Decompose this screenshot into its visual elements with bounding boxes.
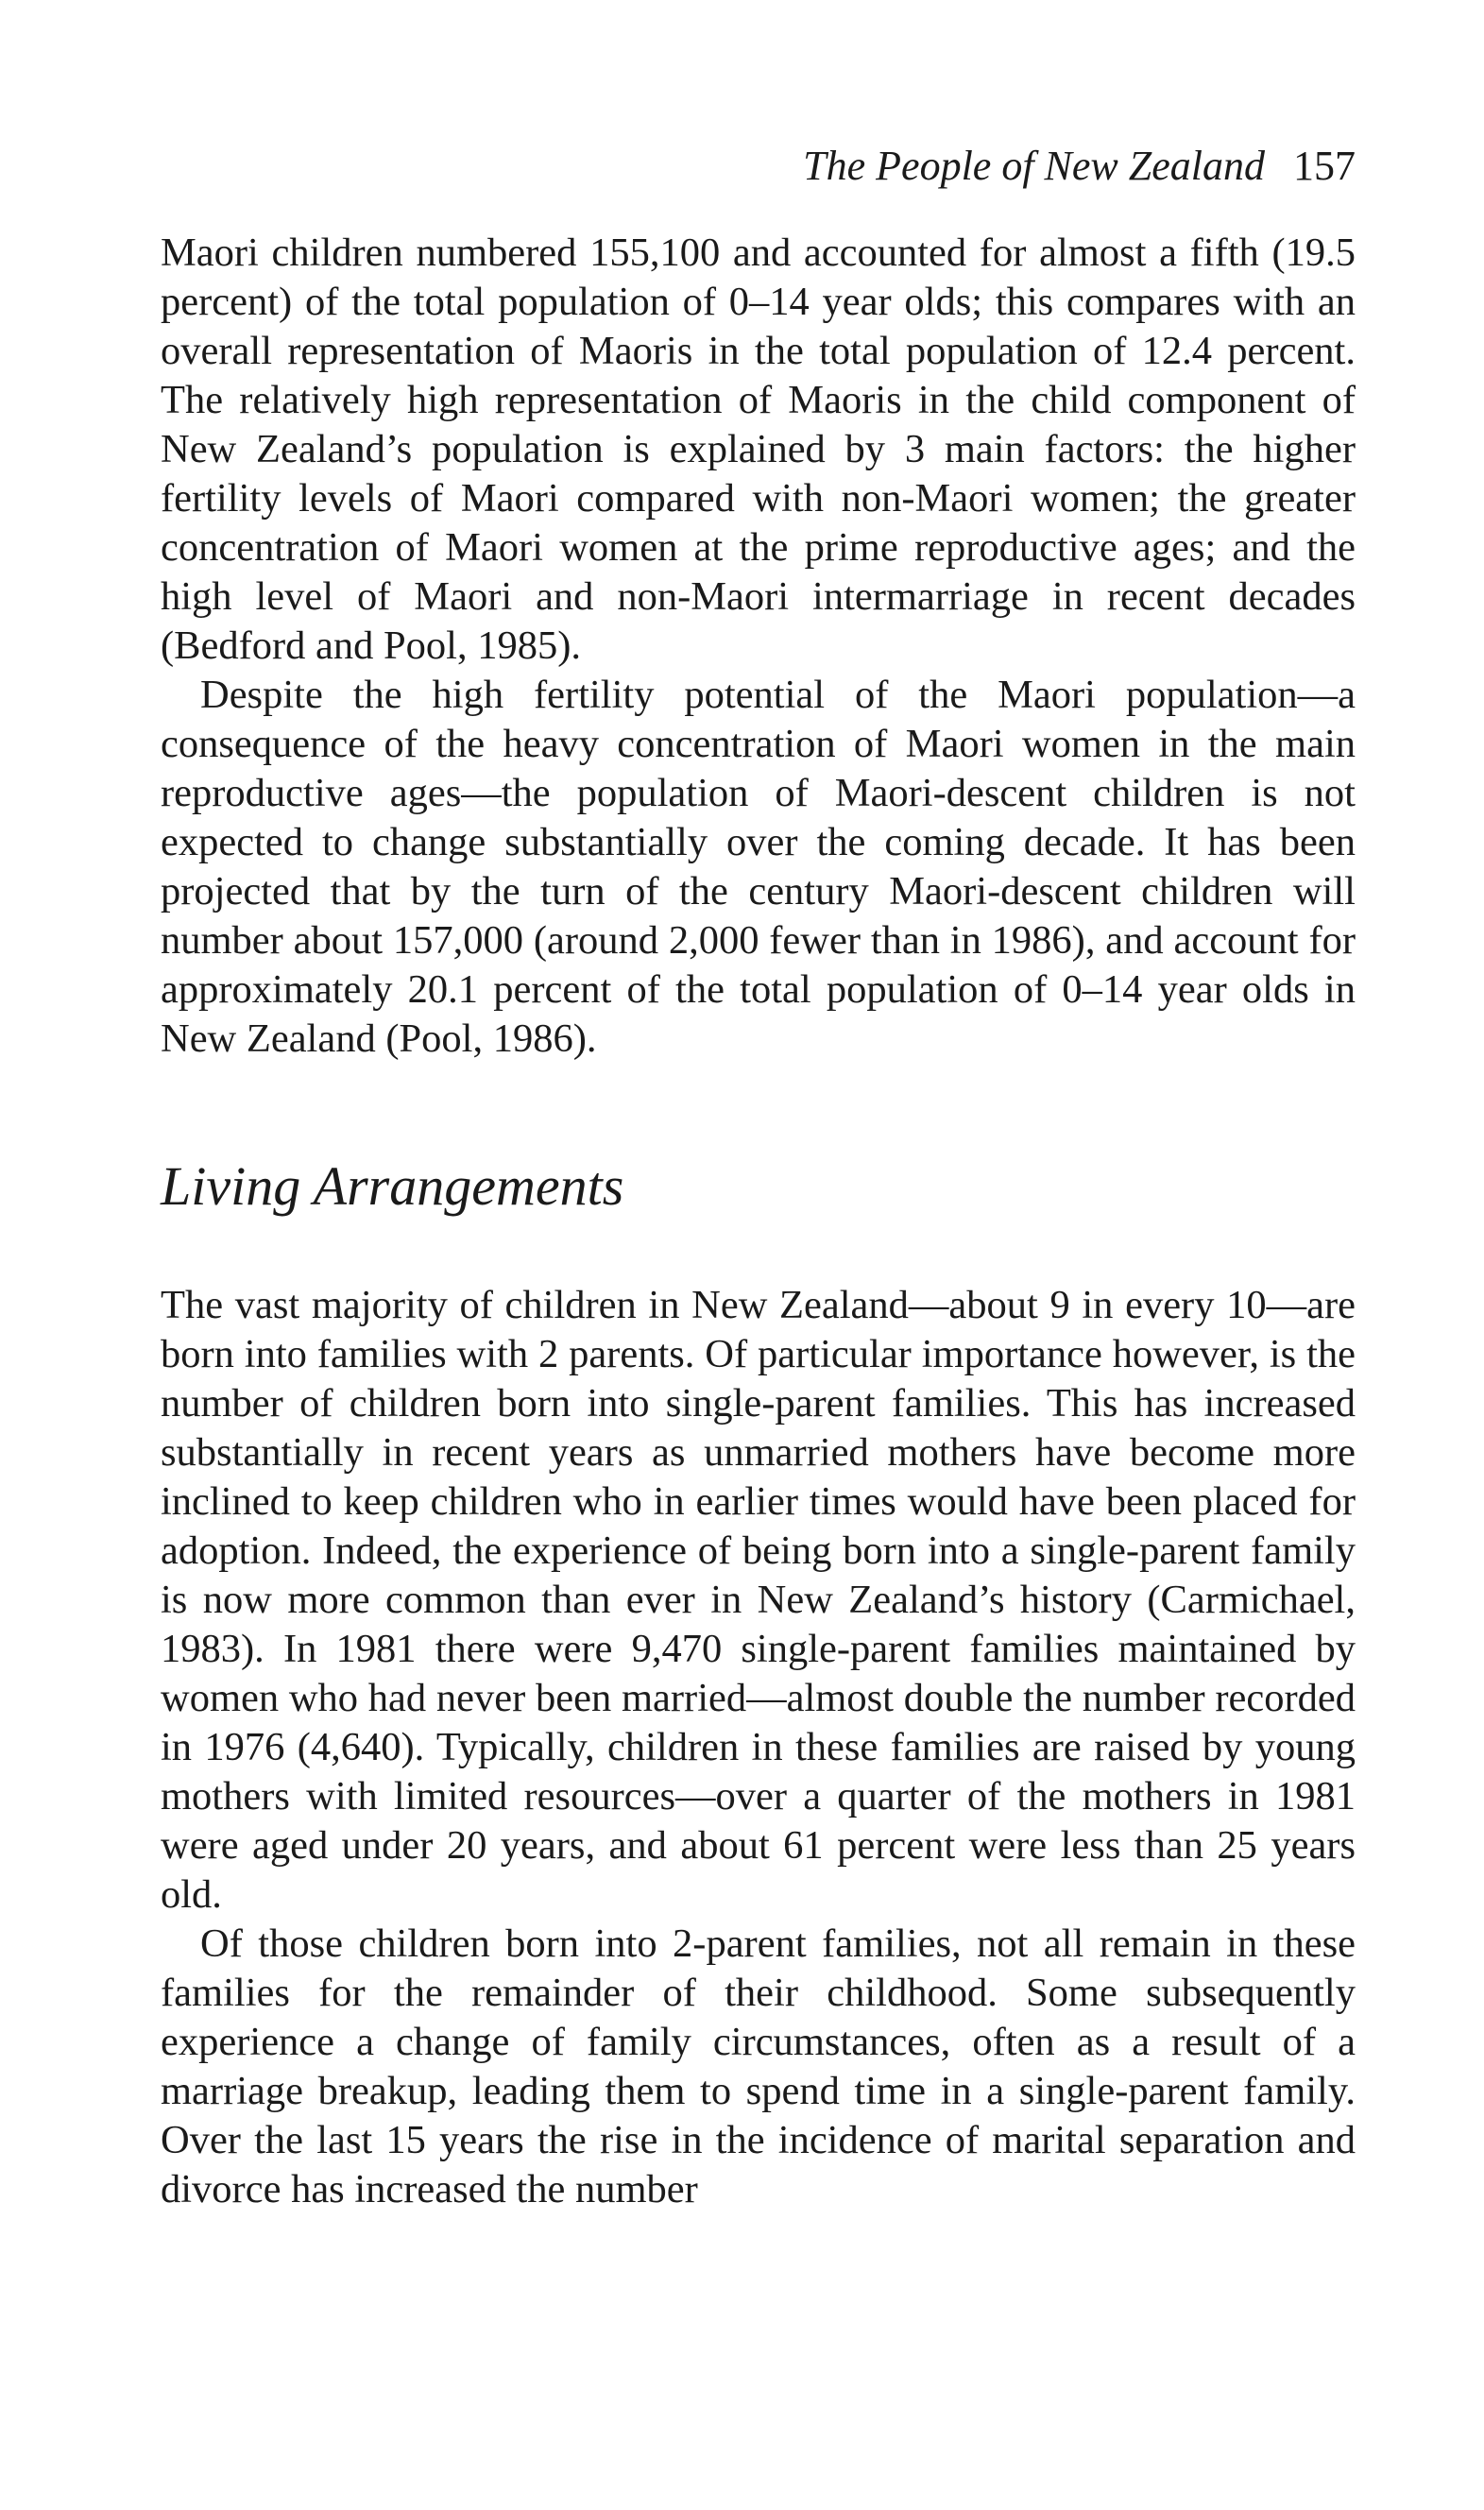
paragraph-two-parent-families: The vast majority of children in New Zealand—about 9 in every 10—are born into families with 2 parents. Of particular importance however, is the number of children born into single-parent families. This has increased substantially in recent years as unmarried mothers have become more inclined to keep children who in earlier times would have been placed for adoption. Indeed, the experience of being born into a single-parent family is now more common than ever in New Zealand’s history (Carmichael, 1983). In 1981 there were 9,470 single-parent families maintained by women who had never been married—almost double the number recorded in 1976 (4,640). Typically, children in these families are raised by young mothers with limited resources—over a quarter of the mothers in 1981 were aged under 20 years, and about 61 percent were less than 25 years old. [161,1283,1356,1917]
running-head [803,142,1356,191]
running-head-title: The People of New Zealand [803,143,1265,189]
page-number: 157 [1293,143,1356,189]
paragraph-fertility-potential: Despite the high fertility potential of the Maori population—a consequence of the heavy concentration of Maori women in the main reproductive ages—the population of Maori-descent children is not expected to change substantially over the coming decade. It has been projected that by the turn of the century Maori-descent children will number about 157,000 (around 2,000 fewer than in 1986), and account for approximately 20.1 percent of the total population of 0–14 year olds in New Zealand (Pool, 1986). [161,673,1356,1061]
section-heading: Living Arrangements [161,1155,624,1217]
paragraph-family-change: Of those children born into 2-parent families, not all remain in these families for the remainder of their childhood. Some subsequently experience a change of family circumstances, often as a result of a marriage breakup, leading them to spend time in a single-parent family. Over the last 15 years the rise in the incidence of marital separation and divorce has increased the number [161,1921,1356,2211]
body-text [161,229,1356,2214]
paragraph-maori-children: Maori children numbered 155,100 and accounted for almost a fifth (19.5 percent) of the total population of 0–14 year olds; this compares with an overall representation of Maoris in the total population of 12.4 percent. The relatively high representation of Maoris in the child component of New Zealand’s population is explained by 3 main factors: the higher fertility levels of Maori compared with non-Maori women; the greater concentration of Maori women at the prime reproductive ages; and the high level of Maori and non-Maori intermarriage in recent decades (Bedford and Pool, 1985). [161,231,1356,668]
